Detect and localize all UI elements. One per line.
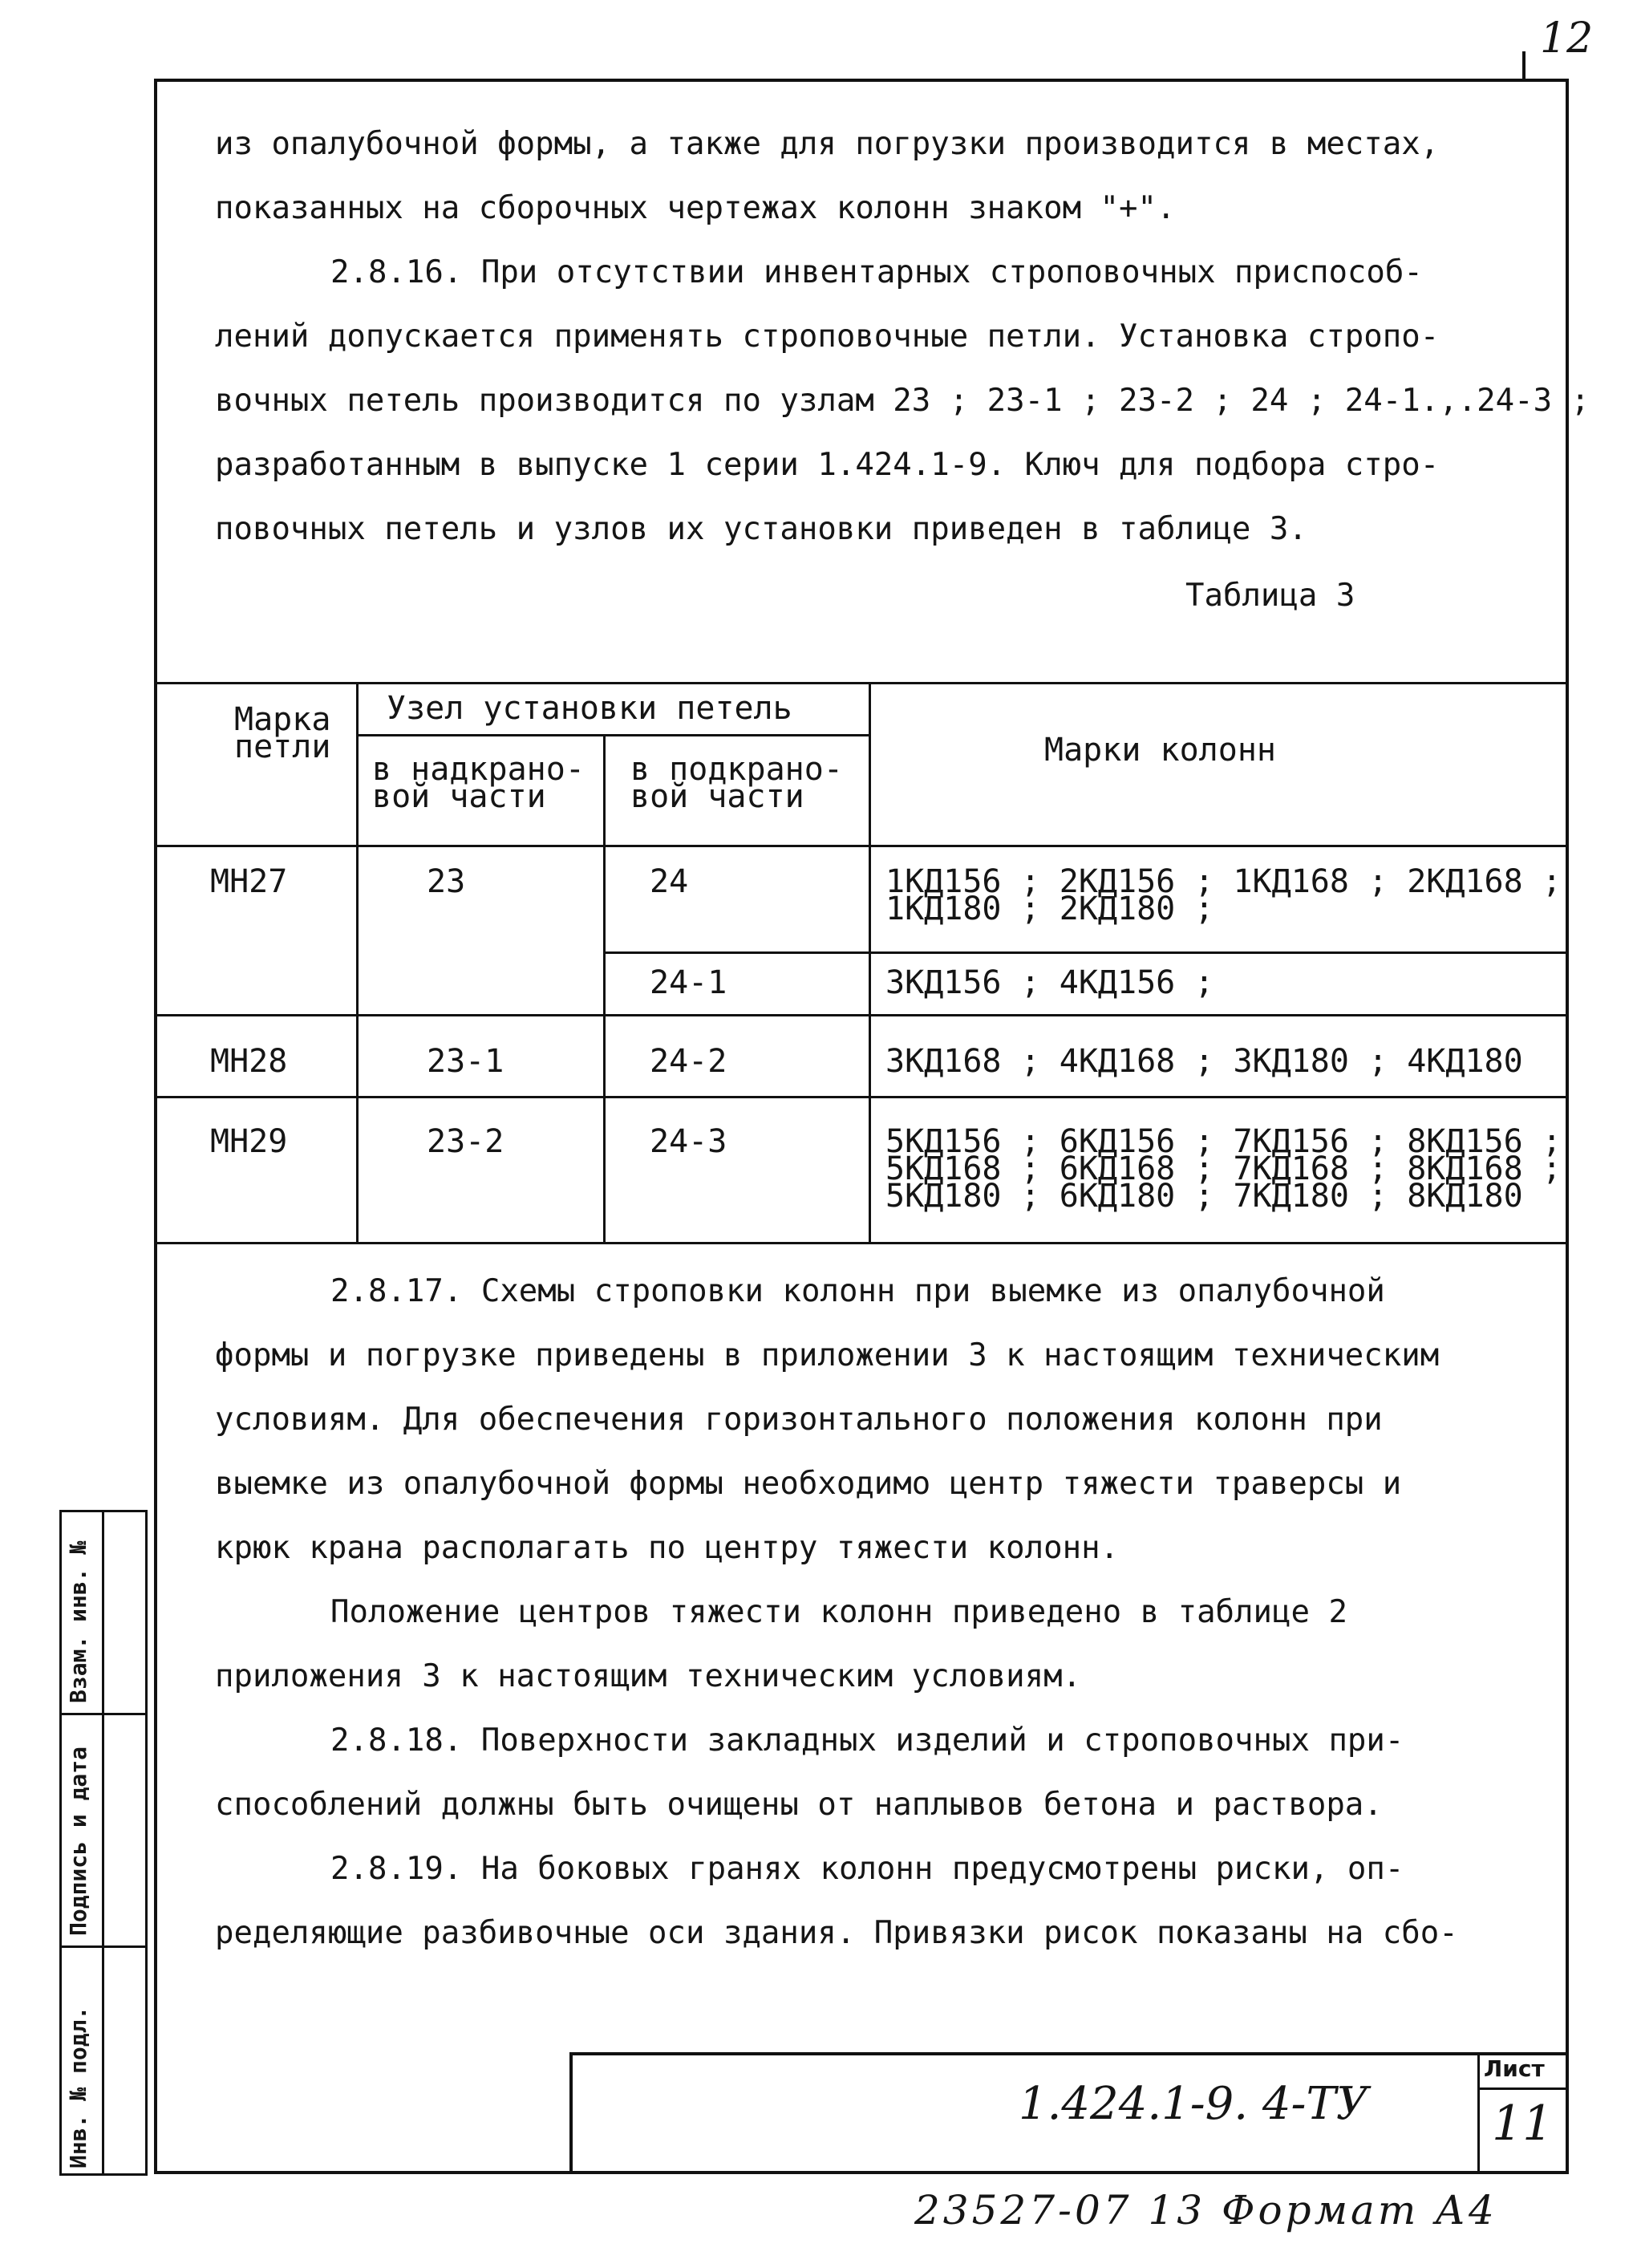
intro-paragraph — [215, 112, 1562, 241]
table-rule-bottom — [154, 1242, 1569, 1244]
table-rule-col — [603, 734, 606, 1244]
text-line: разработанным в выпуске 1 серии 1.424.1-9. Ключ для подбора стро- — [215, 447, 1440, 483]
stamp-vzam-inv: Взам. инв. № — [65, 1540, 91, 1703]
table-rule-row — [154, 1014, 1569, 1016]
text-line: крюк крана располагать по центру тяжести колонн. — [215, 1530, 1120, 1566]
paragraph-2-8-17 — [215, 1260, 1562, 1580]
table-rule-top — [154, 682, 1569, 684]
table-cell-lower: 24 — [650, 863, 689, 900]
table-cell-lower: 24-2 — [650, 1043, 727, 1080]
header-lower: в подкрано- вой части — [630, 751, 843, 815]
table-cell-columns: 3КД168 ; 4КД168 ; 3КД180 ; 4КД180 — [885, 1043, 1523, 1080]
table-rule-group — [358, 734, 869, 736]
text-line: повочных петель и узлов их установки приведен в таблице 3. — [215, 511, 1307, 547]
table-cell-upper: 23-1 — [427, 1043, 504, 1080]
page-number-tick — [1522, 51, 1526, 79]
title-block-rule — [1477, 2055, 1480, 2173]
table-caption: Таблица 3 — [1185, 578, 1355, 614]
table-cell-lower: 24-3 — [650, 1123, 727, 1160]
stamp-signature-date: Подпись и дата — [65, 1746, 91, 1936]
paragraph-centers — [215, 1580, 1562, 1709]
text-line: приложения 3 к настоящим техническим условиям. — [215, 1658, 1082, 1694]
side-stamp — [59, 1510, 148, 2176]
text-line: вочных петель производится по узлам 23 ; 23-1 ; 23-2 ; 24 ; 24-1.,.24-3 ; — [215, 383, 1590, 419]
table-rule-row — [154, 1096, 1569, 1098]
header-group: Узел установки петель — [387, 690, 792, 727]
text-line: 2.8.16. При отсутствии инвентарных строповочных приспособ- — [330, 254, 1423, 290]
text-line: условиям. Для обеспечения горизонтального положения колонн при — [215, 1402, 1383, 1438]
table-rule-col — [356, 682, 359, 1244]
table-cell-mark: МН27 — [210, 863, 288, 900]
header-upper: в надкрано- вой части — [372, 751, 585, 815]
paragraph-2-8-19 — [215, 1837, 1562, 1966]
table-rule-header — [154, 845, 1569, 847]
table-cell-columns: 3КД156 ; 4КД156 ; — [885, 964, 1214, 1001]
text-line: 2.8.19. На боковых гранях колонн предусмотрены риски, оп- — [330, 1851, 1404, 1887]
table-rule-row — [603, 951, 1569, 954]
paragraph-2-8-18 — [215, 1709, 1562, 1837]
paragraph-2-8-16 — [215, 241, 1590, 562]
footer-text: 23527-07 13 Формат А4 — [914, 2187, 1497, 2234]
stamp-rule — [102, 1512, 104, 2173]
table-cell-columns: 5КД156 ; 6КД156 ; 7КД156 ; 8КД156 ; 5КД168 ; 6КД168 ; 7КД168 ; 8КД168 ; 5КД180 ; 6КД180 ; 7КД180 ; 8КД180 — [885, 1123, 1562, 1215]
stamp-inv-orig: Инв. № подл. — [65, 2006, 91, 2169]
text-line: выемке из опалубочной формы необходимо центр тяжести траверсы и — [215, 1466, 1402, 1502]
table-cell-lower: 24-1 — [650, 964, 727, 1001]
text-line: формы и погрузке приведены в приложении 3 к настоящим техническим — [215, 1337, 1440, 1373]
table-cell-mark: МН28 — [210, 1043, 288, 1080]
table-3 — [154, 682, 1569, 1244]
table-cell-upper: 23 — [427, 863, 466, 900]
table-rule-col — [869, 682, 871, 1244]
table-cell-upper: 23-2 — [427, 1123, 504, 1160]
header-mark: Марка петли — [234, 701, 331, 765]
doc-code: 1.424.1-9. 4-ТУ — [1019, 2078, 1369, 2130]
text-line: способлений должны быть очищены от наплывов бетона и раствора. — [215, 1787, 1383, 1823]
header-columns: Марки колонн — [1044, 732, 1276, 769]
table-cell-mark: МН29 — [210, 1123, 288, 1160]
text-line: 2.8.17. Схемы строповки колонн при выемке из опалубочной — [330, 1273, 1385, 1309]
text-line: из опалубочной формы, а также для погрузки производится в местах, — [215, 126, 1440, 162]
title-block-rule — [1477, 2087, 1566, 2090]
text-line: ределяющие разбивочные оси здания. Привязки рисок показаны на сбо- — [215, 1915, 1458, 1951]
text-line: лений допускается применять строповочные петли. Установка стропо- — [215, 318, 1440, 355]
table-cell-columns: 1КД156 ; 2КД156 ; 1КД168 ; 2КД168 ; 1КД180 ; 2КД180 ; — [885, 863, 1562, 927]
sheet-number: 11 — [1492, 2096, 1554, 2152]
text-line: показанных на сборочных чертежах колонн знаком "+". — [215, 190, 1176, 226]
text-line: 2.8.18. Поверхности закладных изделий и строповочных при- — [330, 1722, 1404, 1759]
page-number: 12 — [1540, 14, 1594, 63]
text-line: Положение центров тяжести колонн приведено в таблице 2 — [330, 1594, 1347, 1630]
sheet-label: Лист — [1484, 2055, 1545, 2082]
